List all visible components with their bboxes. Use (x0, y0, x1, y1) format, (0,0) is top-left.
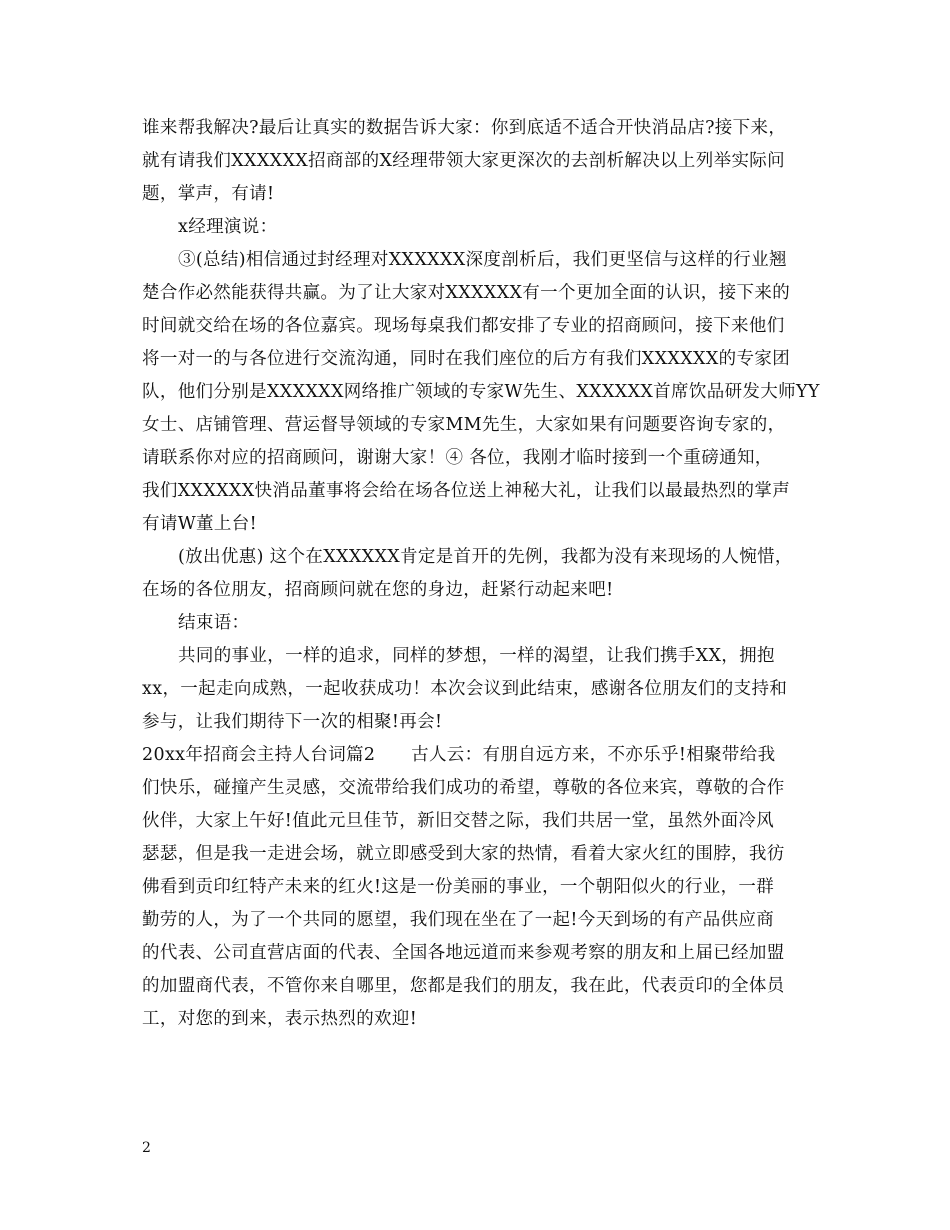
text-line: 参与，让我们期待下一次的相聚!再会! (142, 712, 443, 732)
text-line: 有请W董上台! (142, 514, 257, 534)
text-line: ③(总结)相信通过封经理对XXXXXX深度剖析后，我们更坚信与这样的行业翘 (178, 250, 787, 270)
text-line: 共同的事业，一样的追求，同样的梦想，一样的渴望，让我们携手XX，拥抱 (178, 646, 775, 666)
text-line: 的加盟商代表，不管你来自哪里，您都是我们的朋友，我在此，代表贡印的全体员 (142, 976, 785, 996)
text-line: xx，一起走向成熟，一起收获成功！本次会议到此结束，感谢各位朋友们的支持和 (142, 679, 788, 699)
text-line: 女士、店铺管理、营运督导领域的专家MM先生，大家如果有问题要咨询专家的， (142, 415, 786, 435)
text-line: 楚合作必然能获得共赢。为了让大家对XXXXXX有一个更加全面的认识，接下来的 (142, 283, 791, 303)
page-number: 2 (142, 1140, 151, 1156)
text-line: 请联系你对应的招商顾问，谢谢大家！④ 各位，我刚才临时接到一个重磅通知， (142, 448, 773, 468)
text-line: (放出优惠) 这个在XXXXXX肯定是首开的先例，我都为没有来现场的人惋惜， (178, 547, 793, 567)
text-line: 佛看到贡印红特产未来的红火!这是一份美丽的事业，一个朝阳似火的行业，一群 (142, 877, 775, 897)
text-line: 结束语： (178, 613, 250, 633)
text-line: 的代表、公司直营店面的代表、全国各地远道而来参观考察的朋友和上届已经加盟 (142, 943, 785, 963)
text-line: 将一对一的与各位进行交流沟通，同时在我们座位的后方有我们XXXXXX的专家团 (142, 349, 791, 369)
text-line: 瑟瑟，但是我一走进会场，就立即感受到大家的热情，看着大家火红的围脖，我彷 (142, 844, 785, 864)
text-line: 们快乐，碰撞产生灵感，交流带给我们成功的希望，尊敬的各位来宾，尊敬的合作 (142, 778, 785, 798)
text-line: 就有请我们XXXXXX招商部的X经理带领大家更深次的去剖析解决以上列举实际问 (142, 151, 786, 171)
text-line: 谁来帮我解决?最后让真实的数据告诉大家：你到底适不适合开快消品店?接下来， (142, 118, 787, 138)
section-heading-line: 20xx年招商会主持人台词篇2 古人云：有朋自远方来，不亦乐乎!相聚带给我 (142, 745, 776, 765)
text-line: 在场的各位朋友，招商顾问就在您的身边，赶紧行动起来吧! (142, 580, 614, 600)
text-line: 时间就交给在场的各位嘉宾。现场每桌我们都安排了专业的招商顾问，接下来他们 (142, 316, 785, 336)
text-line: 队，他们分别是XXXXXX网络推广领域的专家W先生、XXXXXX首席饮品研发大师YY (142, 382, 820, 402)
text-line: 工，对您的到来，表示热烈的欢迎! (142, 1009, 418, 1029)
text-line: 我们XXXXXX快消品董事将会给在场各位送上神秘大礼，让我们以最最热烈的掌声 (142, 481, 791, 501)
text-line: 勤劳的人，为了一个共同的愿望，我们现在坐在了一起!今天到场的有产品供应商 (142, 910, 775, 930)
text-line: 题，掌声，有请! (142, 184, 275, 204)
text-line: x经理演说： (178, 217, 278, 237)
text-line: 伙伴，大家上午好!值此元旦佳节，新旧交替之际，我们共居一堂，虽然外面冷风 (142, 811, 775, 831)
